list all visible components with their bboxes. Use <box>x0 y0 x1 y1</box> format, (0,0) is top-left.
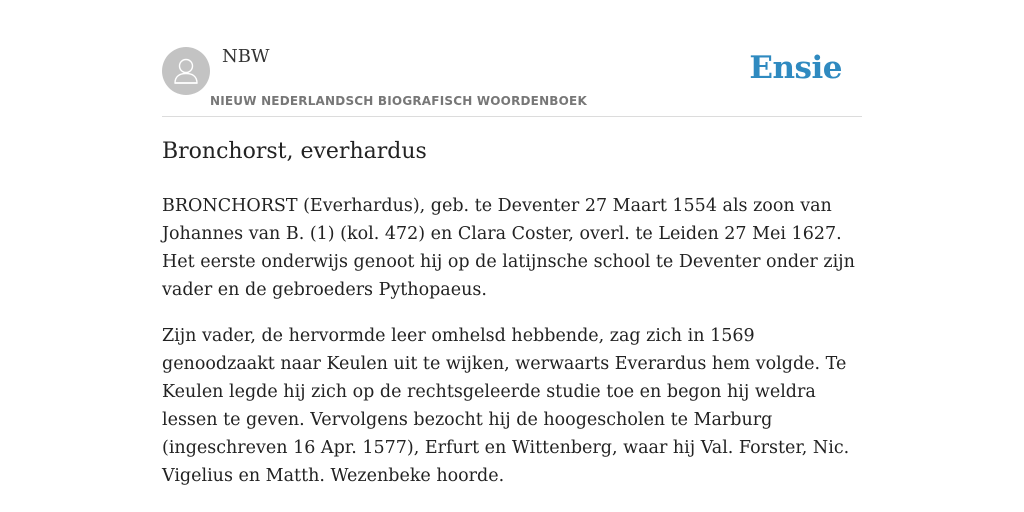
source-header <box>162 46 862 117</box>
ensie-logo[interactable]: Ensie <box>749 50 842 86</box>
user-icon <box>162 47 210 95</box>
article-body <box>162 192 862 508</box>
article-paragraph: Zijn vader, de hervormde leer omhelsd hebbende, zag zich in 1569 genoodzaakt naar Keulen uit te wijken, werwaarts Everardus hem volgde. Te Keulen legde hij zich op de rechtsgeleerde studie toe en begon hij weldra lessen te geven. Vervolgens bezocht hij de hoogescholen te Marburg (ingeschreven 16 Apr. 1577), Erfurt en Wittenberg, waar hij Val. Forster, Nic. Vigelius en Matth. Wezenbeke hoorde. <box>162 326 850 486</box>
source-name[interactable]: NBW <box>222 46 270 67</box>
article-title: Bronchorst, everhardus <box>162 139 427 164</box>
source-avatar[interactable] <box>162 47 210 95</box>
source-full-name: NIEUW NEDERLANDSCH BIOGRAFISCH WOORDENBOEK <box>210 94 587 108</box>
article-paragraph: BRONCHORST (Everhardus), geb. te Deventer 27 Maart 1554 als zoon van Johannes van B. (1) (kol. 472) en Clara Coster, overl. te Leiden 27 Mei 1627. Het eerste onderwijs genoot hij op de latijnsche school te Deventer onder zijn vader en de gebroeders Pythopaeus. <box>162 196 855 300</box>
